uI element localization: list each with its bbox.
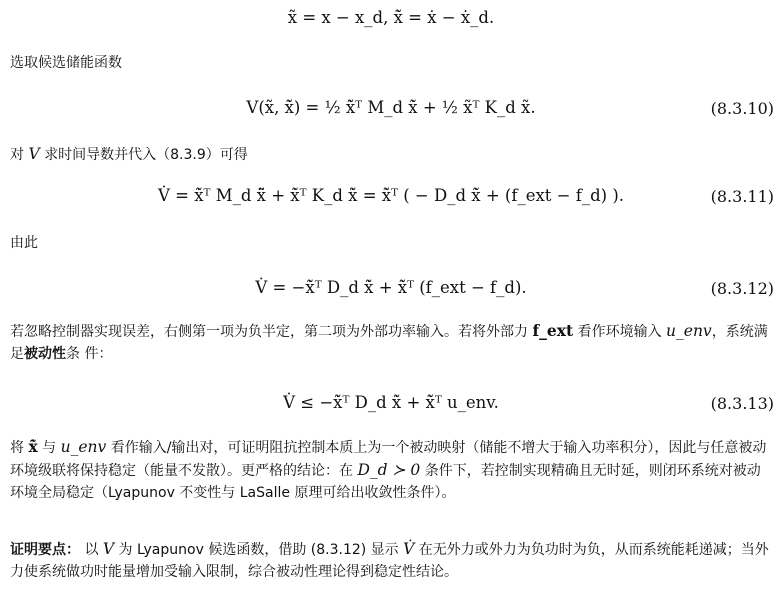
math-f-ext: f_ext (532, 321, 574, 340)
text: 与 (37, 440, 61, 456)
math-V: V (28, 145, 40, 163)
paragraph-candidate: 选取候选储能函数 (10, 55, 122, 71)
text: 在无外力或外力为负功时为负，从而系统能耗递减；当外力使系统做功时能量增加受输入限制，综合被动性理论得到稳定性结论。 (10, 542, 769, 580)
paragraph-passivity (10, 320, 774, 365)
paragraph-conclusion (10, 436, 774, 504)
text: 条件下，若控制实现精确且无时延，则闭环系统对被动环境全局稳定（Lyapunov 不变性与 LaSalle 原理可给出收敛性条件）。 (10, 463, 761, 501)
math-u-env: u_env (666, 322, 712, 340)
paragraph-proof-sketch (10, 538, 774, 583)
text: ，系统满足 (10, 324, 768, 362)
paragraph-derivative (10, 143, 774, 166)
equation-number-8-3-12: (8.3.12) (710, 279, 774, 298)
math-x-tilde-dot: x̃̇ (28, 437, 38, 456)
math-Dd-positive: D_d ≻ 0 (357, 461, 421, 479)
text: 为 Lyapunov 候选函数，借助 (8.3.12) 显示 (114, 542, 404, 558)
text: 看作输入/输出对，可证明阻抗控制本质上为一个被动映射（储能不增大于输入功率积分），因此与任意被动环境级联将保持稳定（能量不发散）。更严格的结论：在 (10, 440, 767, 479)
equation-number-8-3-13: (8.3.13) (710, 394, 774, 413)
math-V: V (102, 540, 115, 558)
text: 对 (10, 147, 29, 163)
bold-term-passivity: 被动性 (24, 346, 66, 362)
text: 以 (80, 542, 103, 558)
text: 将 (10, 440, 29, 456)
math-u-env: u_env (60, 438, 107, 456)
equation-error-definition: x̃ = x − x_d, x̃̇ = ẋ − ẋ_d. (287, 8, 495, 27)
equation-8-3-13: V̇ ≤ −x̃̇ᵀ D_d x̃̇ + x̃̇ᵀ u_env. (283, 393, 499, 412)
text: 求时间导数并代入（8.3.9）可得 (39, 147, 248, 163)
bold-proof-label: 证明要点： (10, 542, 80, 558)
equation-8-3-10: V(x̃, x̃̇) = ½ x̃̇ᵀ M_d x̃̇ + ½ x̃ᵀ K_d x̃. (246, 98, 536, 117)
text: 若忽略控制器实现误差，右侧第一项为负半定，第二项为外部功率输入。若将外部力 (10, 324, 533, 340)
paragraph-hence: 由此 (10, 235, 38, 251)
text: 看作环境输入 (573, 324, 667, 340)
equation-8-3-11: V̇ = x̃̇ᵀ M_d x̃̈ + x̃̇ᵀ K_d x̃̇ = x̃̇ᵀ ( − D_d x̃̇ + (f_ext − f_d) ). (158, 186, 624, 205)
equation-8-3-12: V̇ = −x̃̇ᵀ D_d x̃̇ + x̃̇ᵀ (f_ext − f_d). (255, 278, 527, 297)
equation-number-8-3-10: (8.3.10) (710, 99, 774, 118)
equation-number-8-3-11: (8.3.11) (710, 187, 774, 206)
text: 条 件： (66, 346, 113, 362)
math-V-dot: V̇ (403, 540, 415, 558)
